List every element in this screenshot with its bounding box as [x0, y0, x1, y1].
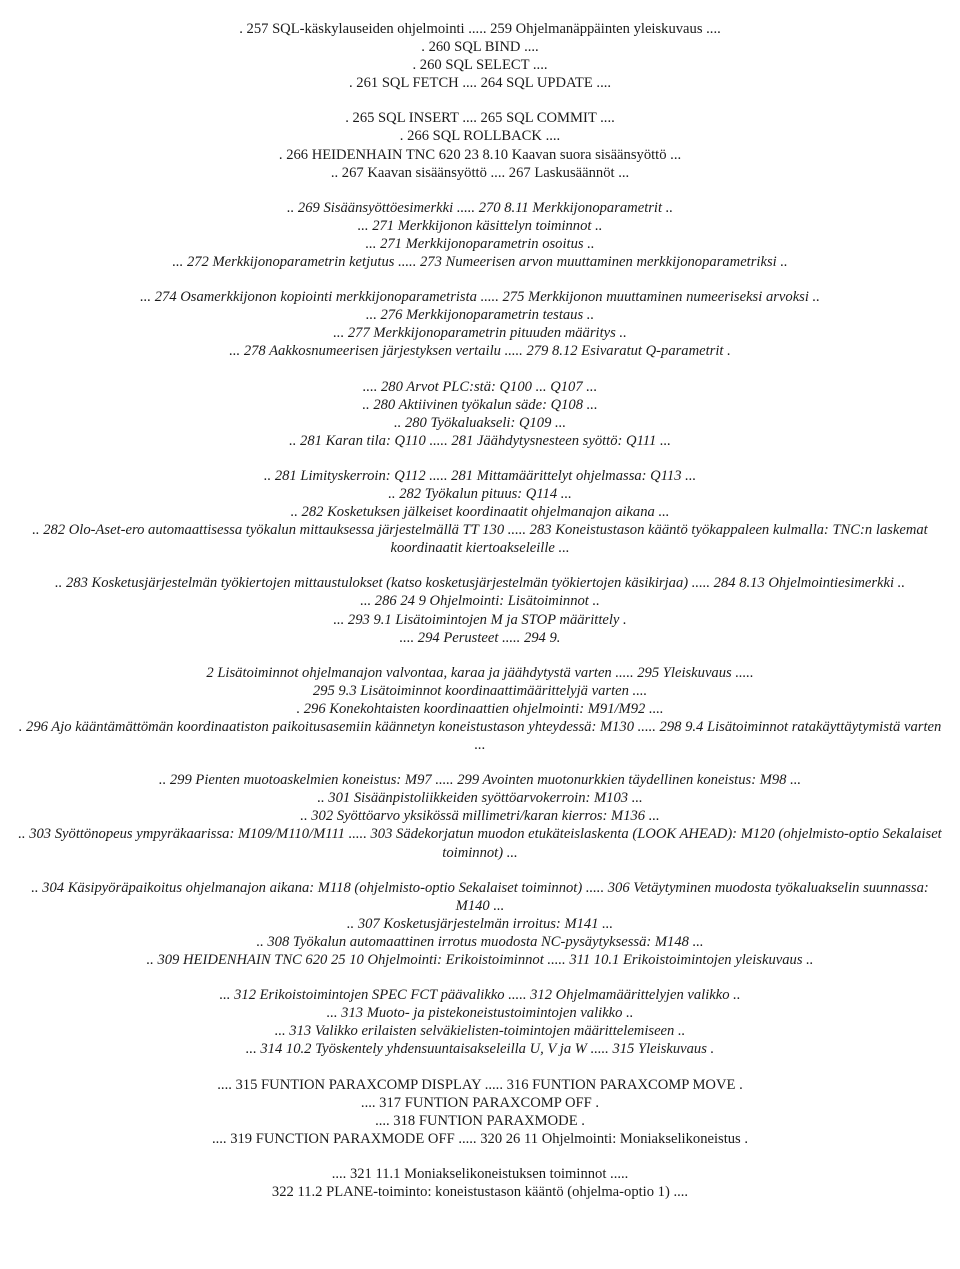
toc-line: . 260 SQL SELECT .... — [412, 57, 548, 74]
toc-paragraph — [8, 199, 952, 271]
toc-line: .. 281 Karan tila: Q110 ..... 281 Jäähdytysnesteen syöttö: Q111 ... — [289, 432, 671, 449]
toc-line: .. 304 Käsipyöräpaikoitus ohjelmanajon aikana: M118 (ohjelmisto-optio Sekalaiset toiminnot) ..... 306 Vetäytyminen muodosta työkaluakselin suunnassa: — [31, 879, 929, 896]
toc-line: . 296 Ajo kääntämättömän koordinaatiston paikoitusasemiin käännetyn koneistustason yhteydessä: M130 ..... 298 9.4 Lisätoiminnot ratakäyttäytymistä varten — [18, 719, 942, 735]
toc-line: ... 313 Muoto- ja pistekoneistustoimintojen valikko .. — [326, 1005, 634, 1022]
toc-line: . 265 SQL INSERT .... 265 SQL COMMIT .... — [345, 110, 615, 127]
toc-line: .... 318 FUNTION PARAXMODE . — [375, 1112, 585, 1129]
toc-paragraph — [8, 467, 952, 557]
toc-paragraph — [8, 1076, 952, 1148]
toc-line: ... 286 24 9 Ohjelmointi: Lisätoiminnot .. — [360, 593, 600, 610]
toc-line: M140 ... — [455, 897, 505, 914]
toc-paragraph — [8, 664, 952, 754]
toc-line: .... 317 FUNTION PARAXCOMP OFF . — [360, 1094, 600, 1111]
toc-line: . 261 SQL FETCH .... 264 SQL UPDATE .... — [348, 75, 612, 92]
toc-paragraph — [8, 378, 952, 450]
toc-line: ... 314 10.2 Työskentely yhdensuuntaisakseleilla U, V ja W ..... 315 Yleiskuvaus . — [245, 1041, 715, 1058]
toc-line: ... — [474, 737, 486, 754]
toc-line: . 296 Konekohtaisten koordinaattien ohjelmointi: M91/M92 .... — [296, 700, 664, 717]
toc-line: ... 272 Merkkijonoparametrin ketjutus ..... 273 Numeerisen arvon muuttaminen merkkijonoparametriksi .. — [172, 254, 788, 271]
toc-line: ... 276 Merkkijonoparametrin testaus .. — [365, 307, 595, 324]
toc-paragraph — [8, 0, 952, 92]
toc-line: . 266 HEIDENHAIN TNC 620 23 8.10 Kaavan suora sisäänsyöttö ... — [278, 146, 682, 163]
toc-line: .... 319 FUNCTION PARAXMODE OFF ..... 320 26 11 Ohjelmointi: Moniakselikoneistus . — [211, 1130, 749, 1147]
toc-line: .. 280 Työkaluakseli: Q109 ... — [394, 414, 566, 431]
toc-line: .. 283 Kosketusjärjestelmän työkiertojen mittaustulokset (katso kosketusjärjestelmän työkiertojen käsikirjaa) ..... 284 8.13 Ohjelmointiesimerkki .. — [55, 575, 905, 592]
toc-line: 2 Lisätoiminnot ohjelmanajon valvontaa, karaa ja jäähdytystä varten ..... 295 Yleiskuvaus ..... — [206, 664, 754, 681]
toc-line: ... 278 Aakkosnumeerisen järjestyksen vertailu ..... 279 8.12 Esivaratut Q-parametrit . — [229, 343, 731, 360]
toc-line: .... 294 Perusteet ..... 294 9. — [399, 629, 561, 646]
toc-paragraph — [8, 986, 952, 1058]
toc-line: .. 281 Limityskerroin: Q112 ..... 281 Mittamäärittelyt ohjelmassa: Q113 ... — [263, 467, 697, 484]
toc-line: .... 315 FUNTION PARAXCOMP DISPLAY ..... 316 FUNTION PARAXCOMP MOVE . — [217, 1076, 743, 1093]
toc-line: .. 280 Aktiivinen työkalun säde: Q108 ... — [362, 396, 598, 413]
toc-line: ... 293 9.1 Lisätoimintojen M ja STOP määrittely . — [333, 611, 627, 628]
toc-paragraph — [8, 109, 952, 181]
toc-line: .. 282 Työkalun pituus: Q114 ... — [388, 485, 572, 502]
toc-paragraph — [8, 771, 952, 861]
toc-line: . 266 SQL ROLLBACK .... — [399, 128, 561, 145]
toc-line: 295 9.3 Lisätoiminnot koordinaattimäärittelyjä varten .... — [312, 682, 648, 699]
toc-line: ... 312 Erikoistoimintojen SPEC FCT päävalikko ..... 312 Ohjelmamäärittelyjen valikko .. — [219, 987, 741, 1004]
toc-line: ... 271 Merkkijonon käsittelyn toiminnot .. — [357, 217, 603, 234]
toc-line: . 257 SQL-käskylauseiden ohjelmointi ..... 259 Ohjelmanäppäinten yleiskuvaus .... — [239, 21, 721, 37]
toc-line: .. 282 Olo-Aset-ero automaattisessa työkalun mittauksessa järjestelmällä TT 130 ..... 283 Koneistustason kääntö työkappaleen kulmalla: TNC:n laskemat — [32, 522, 928, 539]
toc-line: .. 309 HEIDENHAIN TNC 620 25 10 Ohjelmointi: Erikoistoiminnot ..... 311 10.1 Erikoistoimintojen yleiskuvaus .. — [146, 952, 814, 969]
toc-paragraph — [8, 879, 952, 969]
toc-line: .. 267 Kaavan sisäänsyöttö .... 267 Laskusäännöt ... — [330, 164, 630, 181]
toc-paragraph — [8, 288, 952, 360]
toc-line: .. 282 Kosketuksen jälkeiset koordinaatit ohjelmanajon aikana ... — [290, 504, 670, 521]
toc-line: ... 271 Merkkijonoparametrin osoitus .. — [365, 235, 595, 252]
toc-line: .. 301 Sisäänpistoliikkeiden syöttöarvokerroin: M103 ... — [317, 790, 643, 807]
toc-line: .... 280 Arvot PLC:stä: Q100 ... Q107 ... — [362, 378, 598, 395]
toc-line: .. 302 Syöttöarvo yksikössä millimetri/karan kierros: M136 ... — [300, 808, 660, 825]
toc-line: ... 277 Merkkijonoparametrin pituuden määritys .. — [333, 325, 627, 342]
toc-line: koordinaatit kiertoakseleille ... — [390, 540, 570, 557]
toc-line: .. 307 Kosketusjärjestelmän irroitus: M141 ... — [346, 915, 614, 932]
toc-line: .... 321 11.1 Moniakselikoneistuksen toiminnot ..... — [331, 1165, 629, 1182]
toc-line: 322 11.2 PLANE-toiminto: koneistustason kääntö (ohjelma-optio 1) .... — [271, 1183, 689, 1200]
toc-line: . 260 SQL BIND .... — [421, 39, 539, 56]
toc-line: .. 308 Työkalun automaattinen irrotus muodosta NC-pysäytyksessä: M148 ... — [256, 933, 704, 950]
toc-line: .. 303 Syöttönopeus ympyräkaarissa: M109/M110/M111 ..... 303 Sädekorjatun muodon etukäteislaskenta (LOOK AHEAD): M120 (ohjelmisto-optio Sekalaiset — [18, 826, 942, 843]
toc-line: .. 299 Pienten muotoaskelmien koneistus: M97 ..... 299 Avointen muotonurkkien täydellinen koneistus: M98 ... — [158, 772, 802, 789]
toc-line: toiminnot) ... — [442, 844, 518, 861]
toc-line: .. 269 Sisäänsyöttöesimerkki ..... 270 8.11 Merkkijonoparametrit .. — [286, 199, 673, 216]
toc-paragraph — [8, 1165, 952, 1201]
toc-line: ... 313 Valikko erilaisten selväkielisten-toimintojen määrittelemiseen .. — [274, 1023, 686, 1040]
toc-line: ... 274 Osamerkkijonon kopiointi merkkijonoparametrista ..... 275 Merkkijonon muuttaminen numeeriseksi arvoksi .. — [140, 289, 820, 306]
toc-paragraph — [8, 574, 952, 646]
